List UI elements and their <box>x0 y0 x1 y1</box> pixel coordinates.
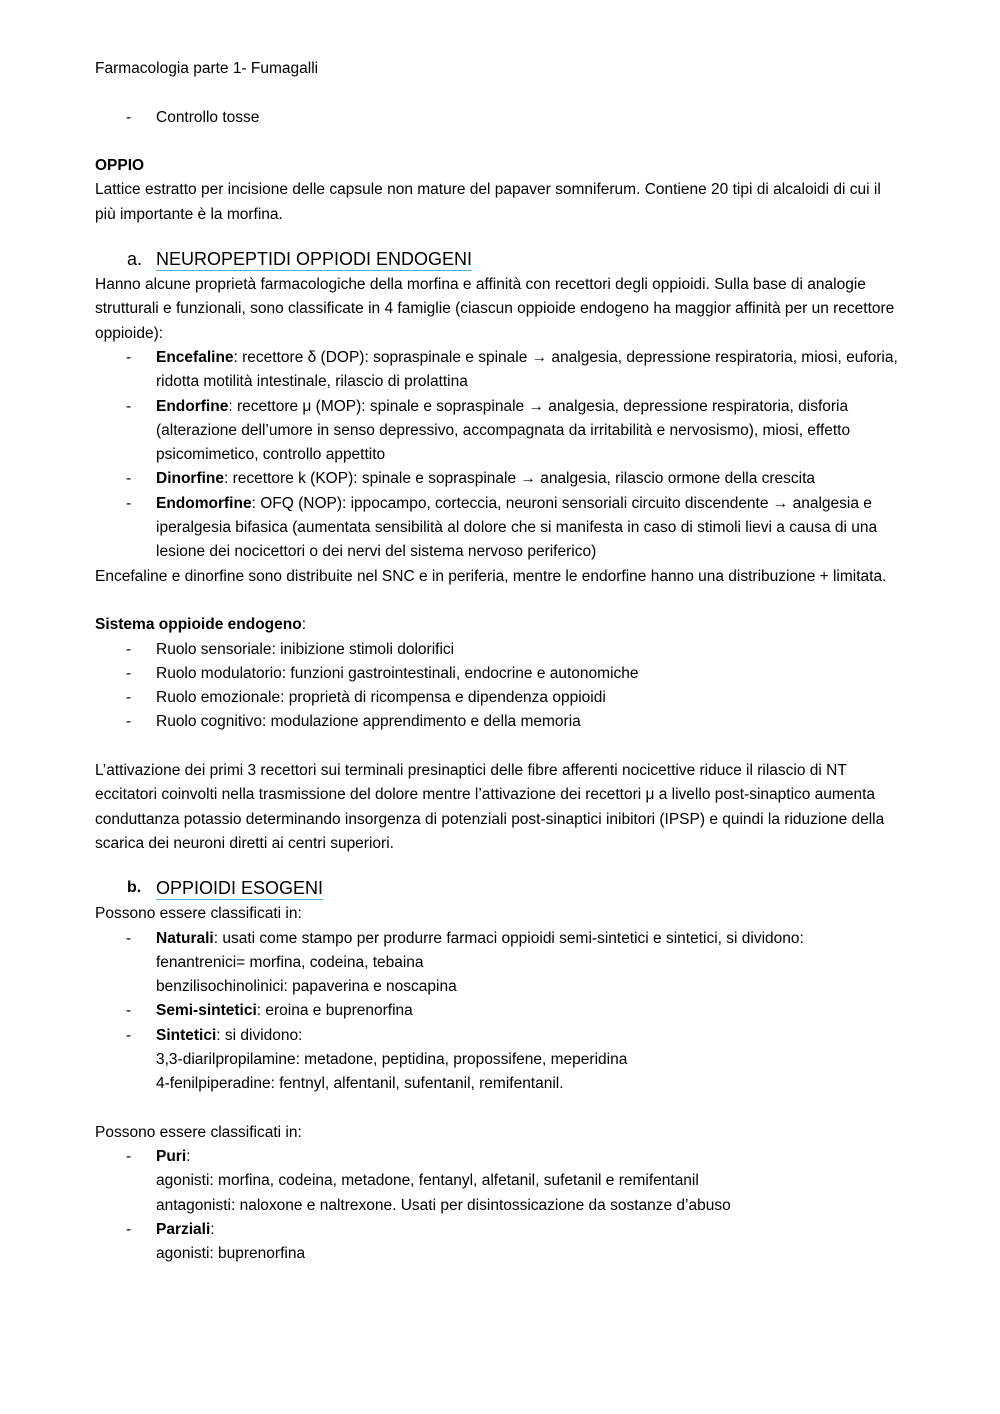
list-item <box>95 395 905 468</box>
list-item <box>95 1145 905 1218</box>
item-name: Sintetici <box>156 1026 217 1044</box>
sub-line: fenantrenici= morfina, codeina, tebaina <box>156 953 424 971</box>
list-item <box>95 927 905 1000</box>
item-name: Naturali <box>156 929 214 947</box>
item-text: : <box>186 1148 191 1166</box>
item-text: : si dividono: <box>216 1026 303 1044</box>
item-name: Endomorfine <box>156 494 252 512</box>
neuropeptidi-list <box>95 346 905 565</box>
item-name: Dinorfine <box>156 470 225 488</box>
item-name: Parziali <box>156 1221 211 1239</box>
item-text: : OFQ (NOP): ippocampo, corteccia, neuroni sensoriali circuito discendente → analgesia e iperalgesia bifasica (aumentata sensibilità al dolore che si manifesta in caso di stimoli lievi a causa di una lesione dei nocicettori o dei nervi del sistema nervoso periferico) <box>156 494 878 561</box>
list-item: - Ruolo emozionale: proprietà di ricompensa e dipendenza oppioidi <box>95 686 905 710</box>
list-item: - Ruolo sensoriale: inibizione stimoli dolorifici <box>95 638 905 662</box>
sub-line: 3,3-diarilpropilamine: metadone, peptidina, propossifene, meperidina <box>156 1050 628 1068</box>
sub-line: agonisti: morfina, codeina, metadone, fentanyl, alfetanil, sufetanil e remifentanil <box>156 1172 699 1190</box>
section-a-title: NEUROPEPTIDI OPPIODI ENDOGENI <box>156 249 473 270</box>
section-b-letter: b. <box>127 879 142 897</box>
section-b-intro1: Possono essere classificati in: <box>95 905 302 923</box>
document-page <box>95 57 905 1267</box>
section-b-title: OPPIOIDI ESOGENI <box>156 878 324 899</box>
list-item <box>95 999 905 1023</box>
sistema-list <box>95 638 905 735</box>
page-header: Farmacologia parte 1- Fumagalli <box>95 60 319 77</box>
sub-line: 4-fenilpiperadine: fentnyl, alfentanil, sufentanil, remifentanil. <box>156 1075 564 1093</box>
sub-line: benzilisochinolinici: papaverina e noscapina <box>156 978 457 996</box>
list-item <box>95 1218 905 1267</box>
list-item: - Ruolo modulatorio: funzioni gastrointestinali, endocrine e autonomiche <box>95 662 905 686</box>
list-item <box>95 467 905 491</box>
item-text: : eroina e buprenorfina <box>256 1002 413 1020</box>
section-a-letter: a. <box>127 249 143 270</box>
list-item <box>95 1024 905 1097</box>
list-item <box>95 346 905 395</box>
section-b-intro2: Possono essere classificati in: <box>95 1123 302 1141</box>
list-item: - Controllo tosse <box>95 106 905 130</box>
item-text: : usati come stampo per produrre farmaci oppioidi semi-sintetici e sintetici, si dividono: <box>213 929 804 947</box>
esogeni-list-2 <box>95 1145 905 1266</box>
attivazione-paragraph: L’attivazione dei primi 3 recettori sui terminali presinaptici delle fibre afferenti nocicettive riduce il rilascio di NT eccitatori coinvolti nella trasmissione del dolore mentre l’attivazione dei recettori μ a livello post-sinaptico aumenta conduttanza potassio determinando insorgenza di potenziali post-sinaptici inibitori (IPSP) e quindi la riduzione della scarica dei neuroni diretti ai centri superiori. <box>95 762 885 852</box>
sub-line: antagonisti: naloxone e naltrexone. Usati per disintossicazione da sostanze d’abuso <box>156 1196 731 1214</box>
item-name: Puri <box>156 1148 187 1166</box>
sistema-title: Sistema oppioide endogeno: <box>95 616 306 634</box>
sub-line: agonisti: buprenorfina <box>156 1245 306 1263</box>
item-text: : recettore δ (DOP): sopraspinale e spinale → analgesia, depressione respiratoria, miosi, euforia, ridotta motilità intestinale, rilascio di prolattina <box>156 348 898 391</box>
oppio-title: OPPIO <box>95 157 145 175</box>
item-text: : recettore μ (MOP): spinale e sopraspinale → analgesia, depressione respiratoria, disforia (alterazione dell’umore in senso depressivo, accompagnata da irritabilità e nervosismo), miosi, effetto psicomimetico, controllo appettito <box>156 397 851 464</box>
section-a-heading <box>95 245 905 273</box>
list-item: - Ruolo cognitivo: modulazione apprendimento e della memoria <box>95 710 905 734</box>
item-text: : <box>210 1221 215 1239</box>
section-a-outro: Encefaline e dinorfine sono distribuite nel SNC e in periferia, mentre le endorfine hanno una distribuzione + limitata. <box>95 567 887 585</box>
item-name: Encefaline <box>156 348 234 366</box>
section-b-heading <box>95 874 905 902</box>
item-name: Endorfine <box>156 397 229 415</box>
oppio-text: Lattice estratto per incisione delle capsule non mature del papaver somniferum. Contiene 20 tipi di alcaloidi di cui il più importante è la morfina. <box>95 181 881 223</box>
item-text: : recettore k (KOP): spinale e sopraspinale → analgesia, rilascio ormone della crescita <box>224 470 816 488</box>
list-item <box>95 492 905 565</box>
item-name: Semi-sintetici <box>156 1002 257 1020</box>
esogeni-list-1 <box>95 927 905 1097</box>
top-list <box>95 106 905 130</box>
section-a-intro: Hanno alcune proprietà farmacologiche della morfina e affinità con recettori degli oppioidi. Sulla base di analogie strutturali e funzionali, sono classificate in 4 famiglie (ciascun oppioide endogeno ha maggior affinità per un recettore oppioide): <box>95 276 895 342</box>
